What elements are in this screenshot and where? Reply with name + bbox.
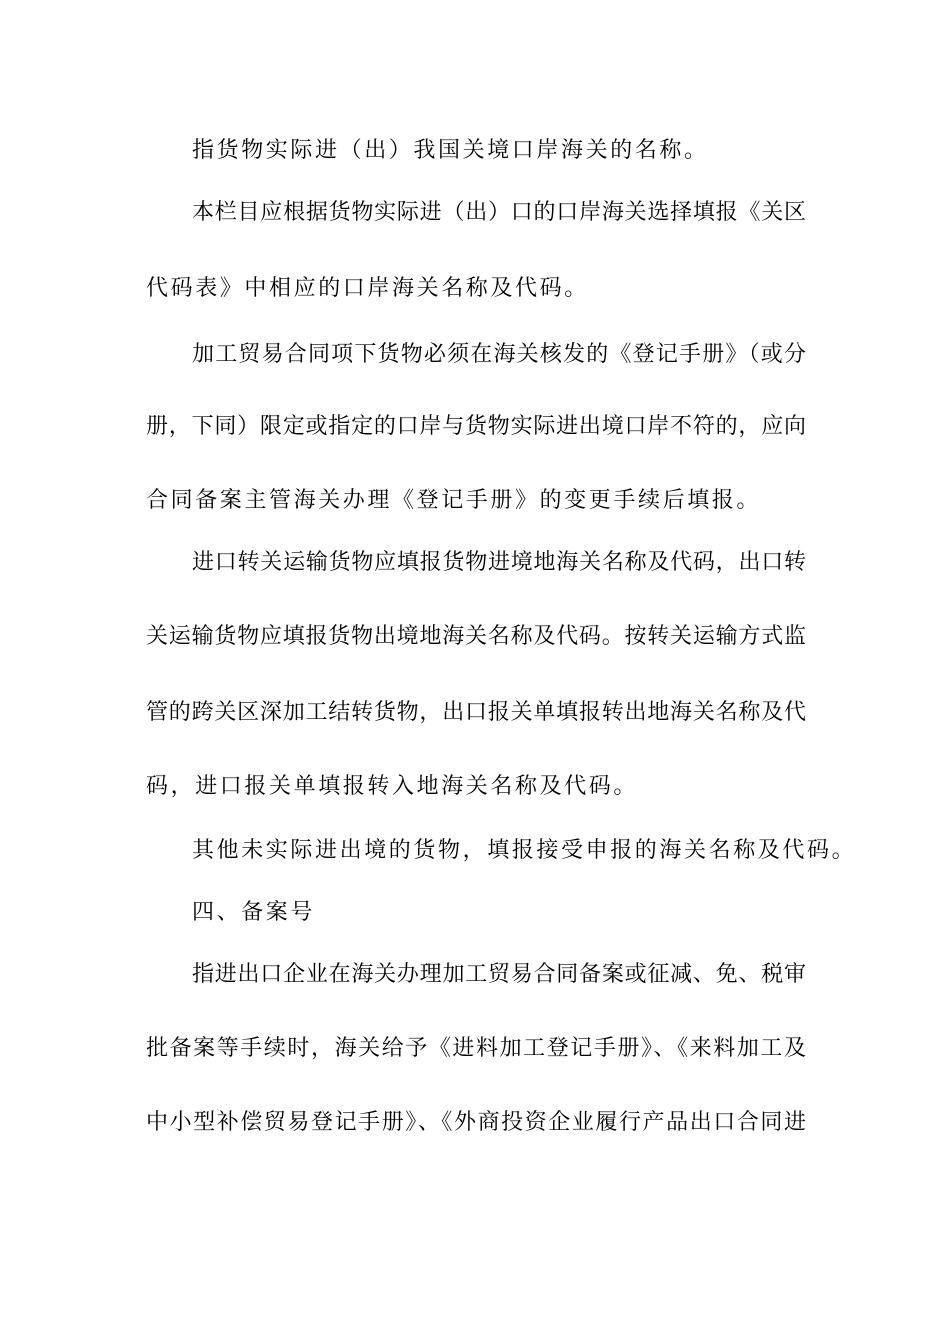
paragraph-line: 代码表》中相应的口岸海关名称及代码。 xyxy=(146,276,589,301)
paragraph-line: 管的跨关区深加工结转货物，出口报关单填报转出地海关名称及代 xyxy=(146,700,806,725)
paragraph-line: 其他未实际进出境的货物，填报接受申报的海关名称及代码。 xyxy=(192,838,857,863)
paragraph-line: 指进出口企业在海关办理加工贸易合同备案或征减、免、税审 xyxy=(192,962,806,987)
paragraph-line: 指货物实际进（出）我国关境口岸海关的名称。 xyxy=(192,138,709,163)
paragraph-line: 合同备案主管海关办理《登记手册》的变更手续后填报。 xyxy=(146,488,762,513)
section-heading: 四、备案号 xyxy=(192,900,316,925)
paragraph-line: 加工贸易合同项下货物必须在海关核发的《登记手册》（或分 xyxy=(192,342,806,367)
paragraph-line: 册，下同）限定或指定的口岸与货物实际进出境口岸不符的，应向 xyxy=(146,414,806,439)
paragraph-line: 进口转关运输货物应填报货物进境地海关名称及代码，出口转 xyxy=(192,550,806,575)
paragraph-line: 关运输货物应填报货物出境地海关名称及代码。按转关运输方式监 xyxy=(146,624,806,649)
paragraph-line: 本栏目应根据货物实际进（出）口的口岸海关选择填报《关区 xyxy=(192,200,806,225)
paragraph-line: 批备案等手续时，海关给予《进料加工登记手册》、《来料加工及 xyxy=(146,1036,806,1061)
paragraph-line: 码，进口报关单填报转入地海关名称及代码。 xyxy=(146,774,639,799)
paragraph-line: 中小型补偿贸易登记手册》、《外商投资企业履行产品出口合同进 xyxy=(146,1110,806,1135)
